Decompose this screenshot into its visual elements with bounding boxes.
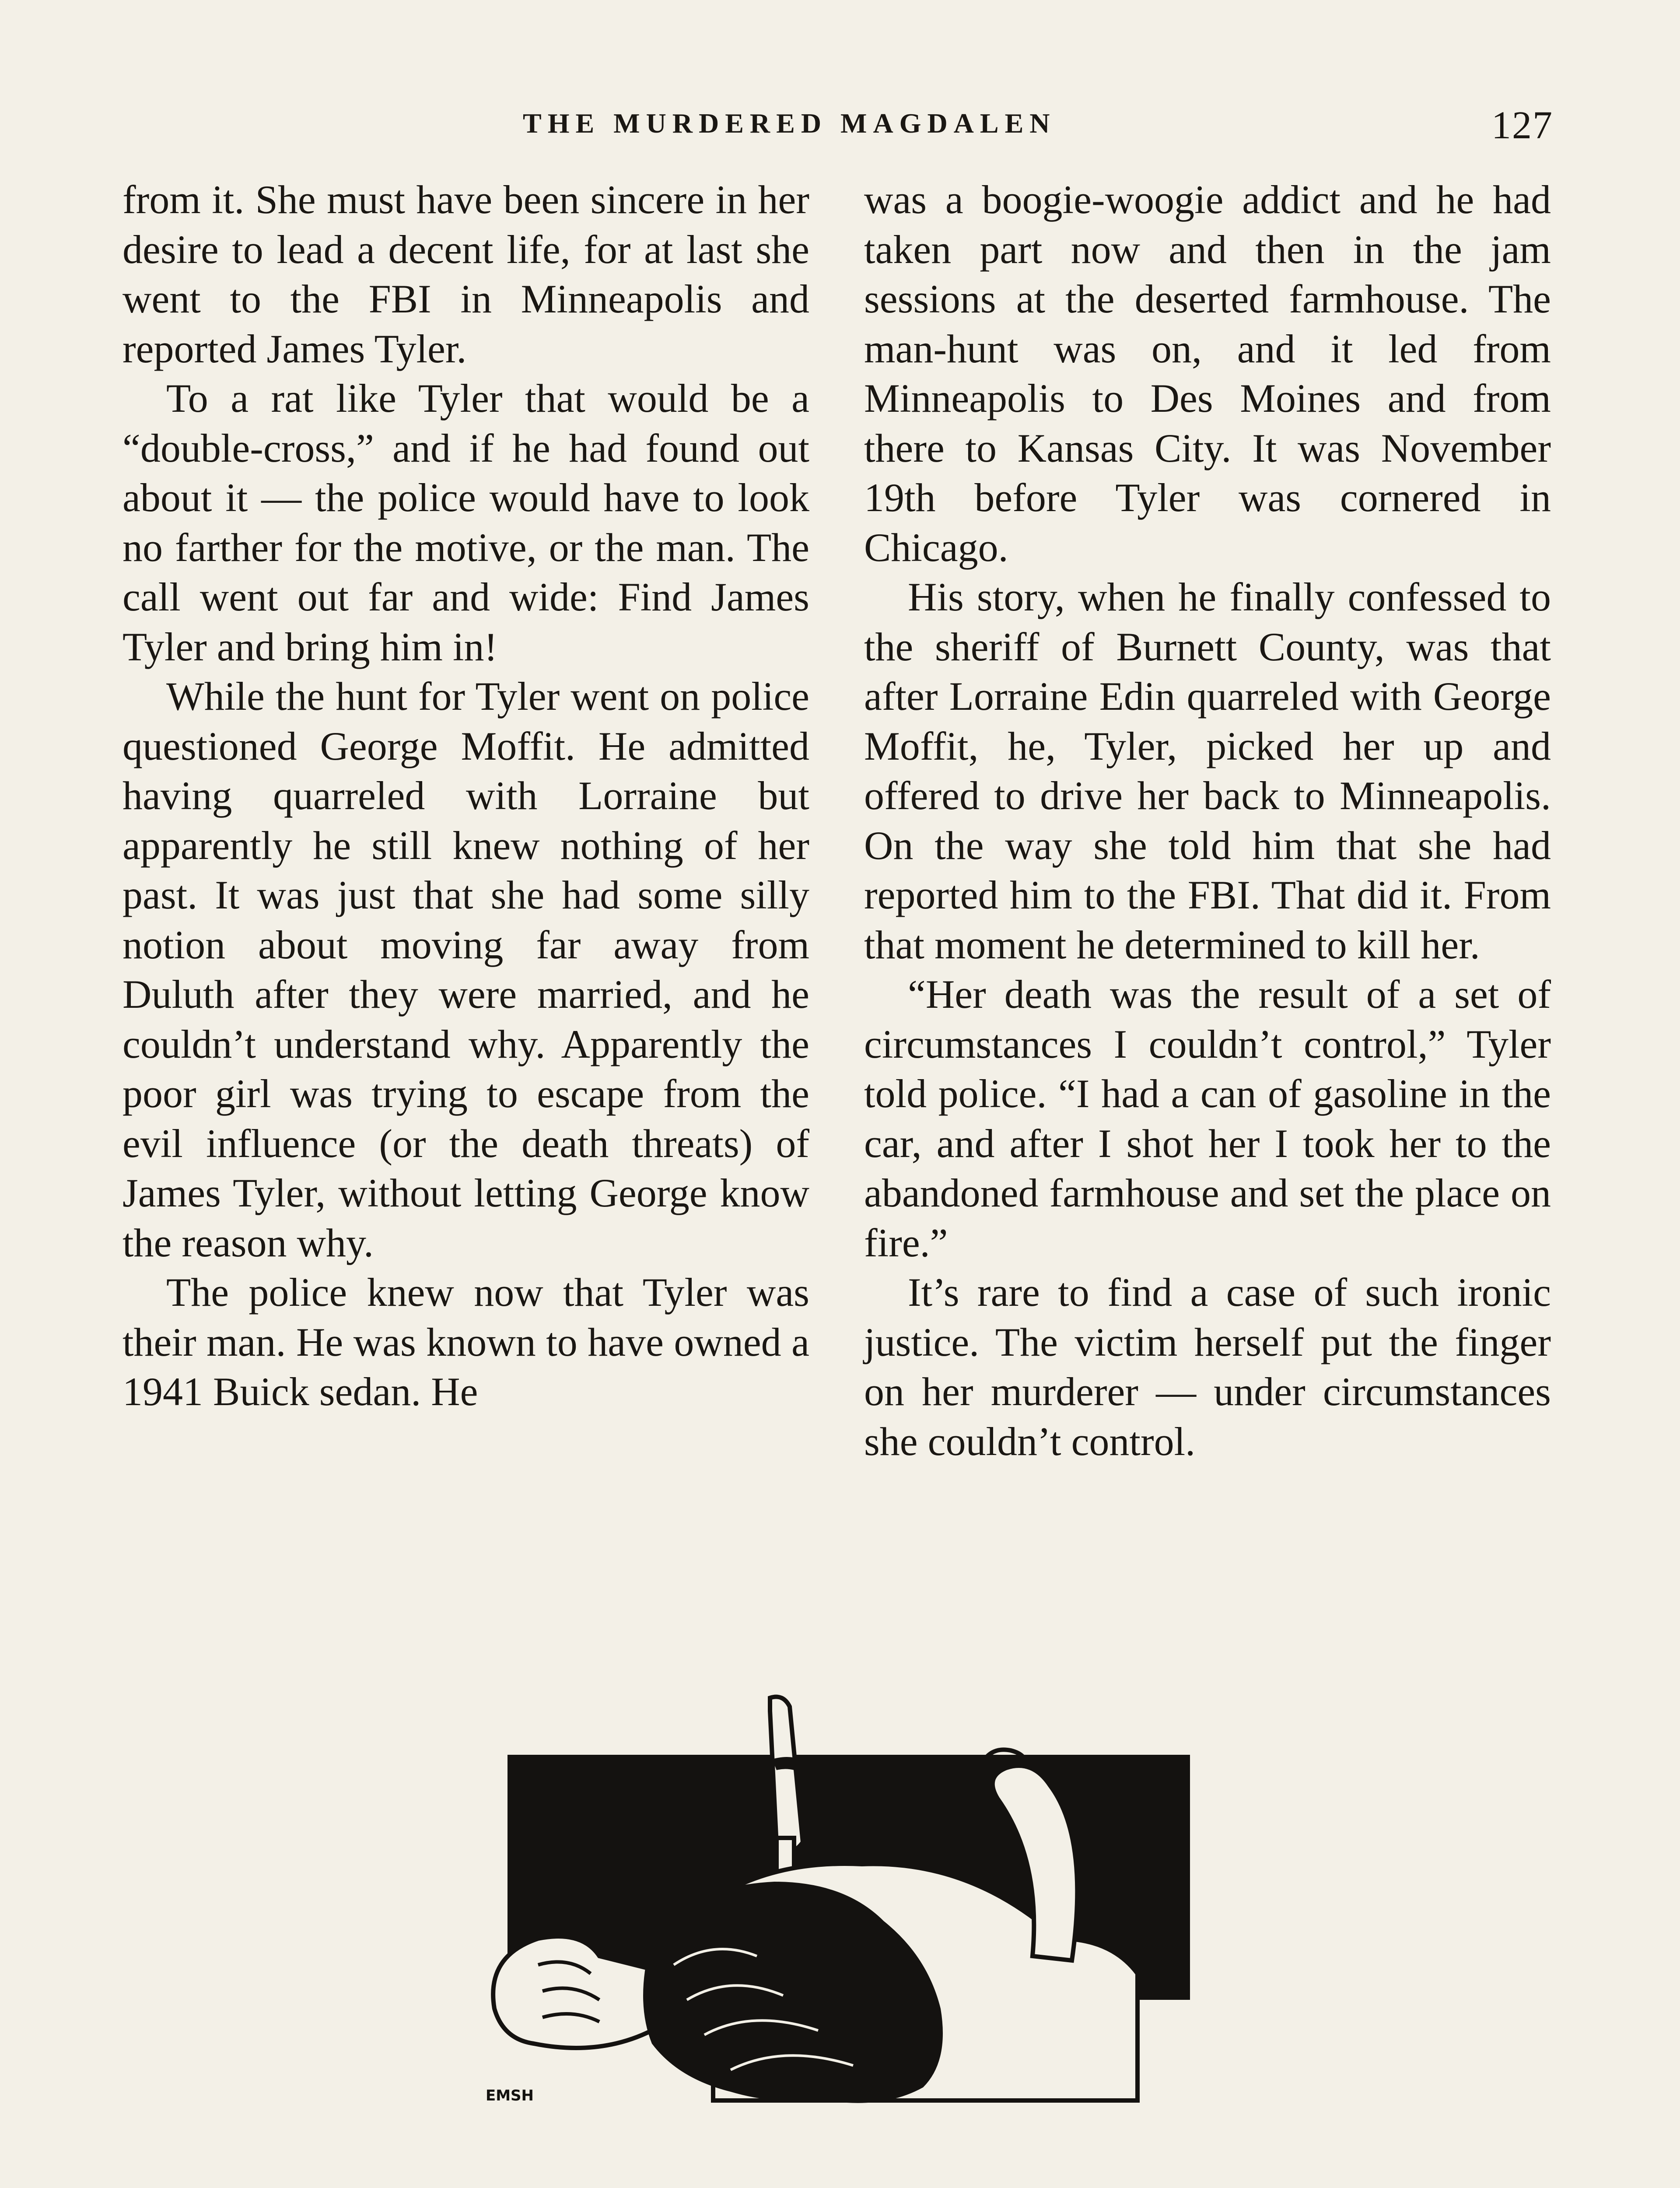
illustration-drawing (468, 1694, 1225, 2109)
paragraph: His story, when he finally confessed to the sheriff of Burnett County, was that after Lorraine Edin quarreled with George Moffit, he, Tyler, picked her up and offered to drive her back to Minneapolis. On the way she told him that she had reported him to the FBI. That did it. From that moment he determined to kill her. (864, 575, 1551, 967)
paragraph: While the hunt for Tyler went on police questioned George Moffit. He admitted having quarreled with Lorraine but apparently he still knew nothing of her past. It was just that she had some silly notion about moving far away from Duluth after they were married, and he couldn’t understand why. Apparently the poor girl was trying to escape from the evil influence (or the death threats) of James Tyler, without letting George know the reason why. (122, 674, 809, 1265)
illustration-knife-victim (468, 1694, 1225, 2109)
paragraph: from it. She must have been sincere in her desire to lead a decent life, for at last she went to the FBI in Minneapolis and reported James Tyler. (122, 177, 809, 371)
left-text-column (122, 175, 809, 1417)
paragraph: was a boogie-woogie addict and he had taken part now and then in the jam sessions at the deserted farmhouse. The man-hunt was on, and it led from Minneapolis to Des Moines and from there to Kansas City. It was November 19th before Tyler was cornered in Chicago. (864, 177, 1551, 570)
running-head (0, 104, 1680, 151)
artist-signature: EMSH (486, 2087, 534, 2104)
paragraph: To a rat like Tyler that would be a “double-cross,” and if he had found out about it — the police would have to look no farther for the motive, or the man. The call went out far and wide: Find James Tyler and bring him in! (122, 376, 809, 669)
page-number: 127 (1491, 104, 1553, 147)
right-text-column (864, 175, 1551, 1466)
running-title: THE MURDERED MAGDALEN (523, 108, 1056, 139)
knife-icon (770, 1697, 803, 1852)
paragraph: The police knew now that Tyler was their man. He was known to have owned a 1941 Buick sedan. He (122, 1270, 809, 1414)
paragraph: It’s rare to find a case of such ironic justice. The victim herself put the finger on her murderer — under circumstances she couldn’t control. (864, 1270, 1551, 1464)
paragraph: “Her death was the result of a set of circumstances I couldn’t control,” Tyler told police. “I had a can of gasoline in the car, and after I shot her I took her to the abandoned farmhouse and set the place on fire.” (864, 972, 1551, 1265)
